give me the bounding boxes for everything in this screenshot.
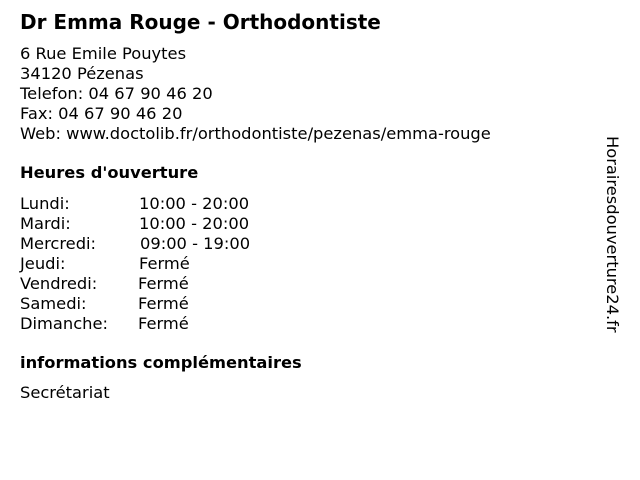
street-address: 6 Rue Emile Pouytes <box>20 44 187 63</box>
address-block <box>20 44 491 144</box>
day-label: Mercredi: <box>20 234 97 253</box>
hours-value: Fermé <box>138 274 189 293</box>
day-label: Vendredi: <box>20 274 98 293</box>
website: Web: www.doctolib.fr/orthodontiste/pezenas/emma-rouge <box>20 124 491 143</box>
day-label: Samedi: <box>20 294 87 313</box>
opening-hours-table <box>20 194 340 334</box>
day-label: Jeudi: <box>20 254 66 273</box>
hours-row-tuesday <box>20 214 340 234</box>
phone-number: Telefon: 04 67 90 46 20 <box>20 84 213 103</box>
opening-hours-heading: Heures d'ouverture <box>20 163 199 182</box>
additional-info-text: Secrétariat <box>20 383 110 402</box>
day-label: Mardi: <box>20 214 71 233</box>
hours-row-friday <box>20 274 340 294</box>
hours-row-thursday <box>20 254 340 274</box>
hours-row-sunday <box>20 314 340 334</box>
hours-value: 10:00 - 20:00 <box>139 214 250 233</box>
hours-value: Fermé <box>138 314 189 333</box>
additional-info-heading: informations complémentaires <box>20 353 302 372</box>
day-label: Lundi: <box>20 194 70 213</box>
page-title: Dr Emma Rouge - Orthodontiste <box>20 10 381 34</box>
hours-value: Fermé <box>138 294 189 313</box>
site-watermark: Horairesdouverture24.fr <box>603 136 622 333</box>
hours-value: 09:00 - 19:00 <box>140 234 251 253</box>
hours-value: 10:00 - 20:00 <box>139 194 250 213</box>
hours-row-monday <box>20 194 340 214</box>
hours-row-saturday <box>20 294 340 314</box>
city-postal-code: 34120 Pézenas <box>20 64 144 83</box>
hours-value: Fermé <box>139 254 190 273</box>
fax-number: Fax: 04 67 90 46 20 <box>20 104 183 123</box>
day-label: Dimanche: <box>20 314 108 333</box>
hours-row-wednesday <box>20 234 340 254</box>
